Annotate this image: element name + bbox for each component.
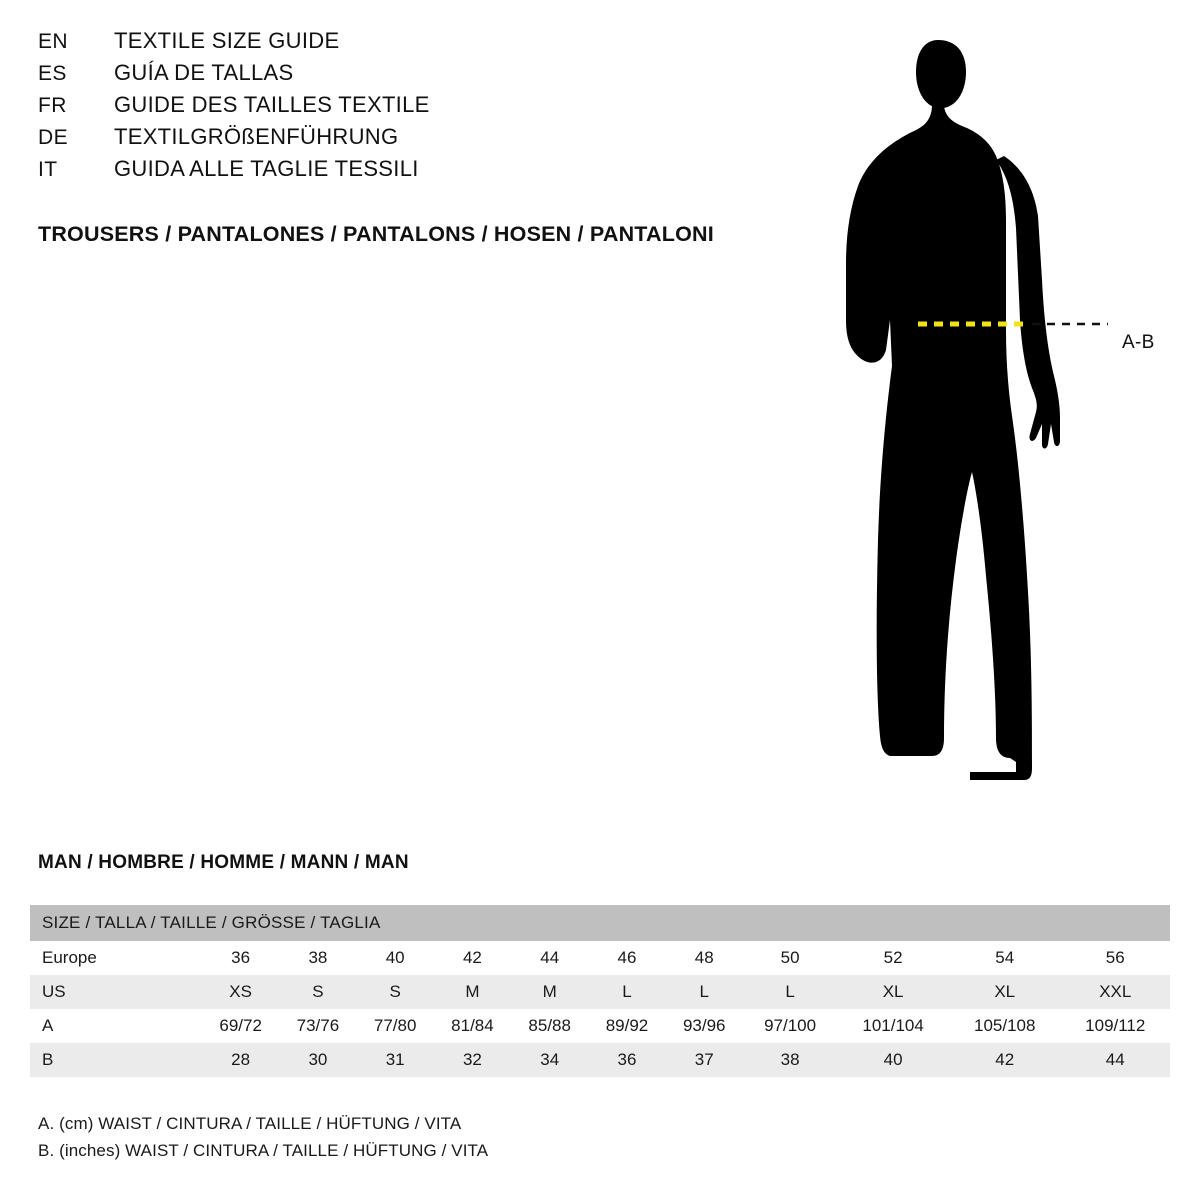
table-cell: 40	[357, 941, 434, 975]
table-cell: XL	[949, 975, 1061, 1009]
language-title: TEXTILE SIZE GUIDE	[114, 28, 340, 53]
table-cell: 31	[357, 1043, 434, 1077]
language-title: GUIDE DES TAILLES TEXTILE	[114, 92, 430, 117]
table-cell: 28	[202, 1043, 279, 1077]
table-cell: XL	[837, 975, 949, 1009]
table-cell: 105/108	[949, 1009, 1061, 1043]
size-table-header-label: SIZE / TALLA / TAILLE / GRÖSSE / TAGLIA	[30, 905, 1170, 941]
table-cell: 37	[666, 1043, 743, 1077]
table-section-title: MAN / HOMBRE / HOMME / MANN / MAN	[38, 852, 409, 873]
language-title: GUIDA ALLE TAGLIE TESSILI	[114, 156, 419, 181]
table-cell: 50	[743, 941, 837, 975]
table-cell: M	[511, 975, 588, 1009]
table-cell: S	[357, 975, 434, 1009]
table-cell: 40	[837, 1043, 949, 1077]
table-cell: 44	[511, 941, 588, 975]
row-label: A	[30, 1009, 202, 1043]
language-code: EN	[38, 30, 68, 53]
table-cell: 52	[837, 941, 949, 975]
size-table	[30, 905, 1170, 1077]
table-cell: 36	[202, 941, 279, 975]
footnote-a: A. (cm) WAIST / CINTURA / TAILLE / HÜFTUNG / VITA	[38, 1114, 462, 1133]
table-cell: L	[588, 975, 665, 1009]
table-cell: 109/112	[1061, 1009, 1170, 1043]
table-cell: 36	[588, 1043, 665, 1077]
table-row	[30, 1043, 1170, 1077]
language-code: ES	[38, 62, 67, 85]
table-cell: 38	[743, 1043, 837, 1077]
table-cell: 34	[511, 1043, 588, 1077]
table-header-row	[30, 905, 1170, 941]
language-code: IT	[38, 158, 58, 181]
language-row	[38, 92, 798, 124]
table-cell: 77/80	[357, 1009, 434, 1043]
table-cell: L	[743, 975, 837, 1009]
table-cell: 46	[588, 941, 665, 975]
table-cell: 97/100	[743, 1009, 837, 1043]
table-cell: L	[666, 975, 743, 1009]
language-row	[38, 156, 798, 188]
language-row	[38, 28, 798, 60]
table-cell: 42	[434, 941, 511, 975]
table-cell: 93/96	[666, 1009, 743, 1043]
language-code: DE	[38, 126, 68, 149]
size-table-body	[30, 941, 1170, 1077]
table-row	[30, 975, 1170, 1009]
table-cell: 56	[1061, 941, 1170, 975]
table-cell: 85/88	[511, 1009, 588, 1043]
table-row	[30, 941, 1170, 975]
table-cell: 44	[1061, 1043, 1170, 1077]
footnotes	[38, 1110, 488, 1164]
table-cell: 38	[279, 941, 356, 975]
language-code: FR	[38, 94, 67, 117]
row-label: US	[30, 975, 202, 1009]
figure-area	[820, 20, 1200, 800]
row-label: B	[30, 1043, 202, 1077]
garment-type-heading: TROUSERS / PANTALONES / PANTALONS / HOSEN / PANTALONI	[38, 222, 714, 246]
measure-label: A-B	[1122, 332, 1155, 353]
table-row	[30, 1009, 1170, 1043]
language-row	[38, 124, 798, 156]
table-cell: XS	[202, 975, 279, 1009]
table-cell: 89/92	[588, 1009, 665, 1043]
table-cell: 81/84	[434, 1009, 511, 1043]
man-silhouette-icon	[820, 20, 1200, 800]
table-cell: M	[434, 975, 511, 1009]
table-cell: 69/72	[202, 1009, 279, 1043]
language-title: GUÍA DE TALLAS	[114, 60, 294, 85]
row-label: Europe	[30, 941, 202, 975]
table-cell: XXL	[1061, 975, 1170, 1009]
table-cell: 30	[279, 1043, 356, 1077]
footnote-b: B. (inches) WAIST / CINTURA / TAILLE / HÜFTUNG / VITA	[38, 1141, 489, 1160]
size-table-head	[30, 905, 1170, 941]
table-cell: S	[279, 975, 356, 1009]
language-title-block	[38, 28, 798, 188]
table-cell: 73/76	[279, 1009, 356, 1043]
table-cell: 32	[434, 1043, 511, 1077]
table-cell: 48	[666, 941, 743, 975]
table-cell: 42	[949, 1043, 1061, 1077]
table-cell: 54	[949, 941, 1061, 975]
language-title: TEXTILGRÖßENFÜHRUNG	[114, 124, 399, 149]
table-cell: 101/104	[837, 1009, 949, 1043]
language-row	[38, 60, 798, 92]
